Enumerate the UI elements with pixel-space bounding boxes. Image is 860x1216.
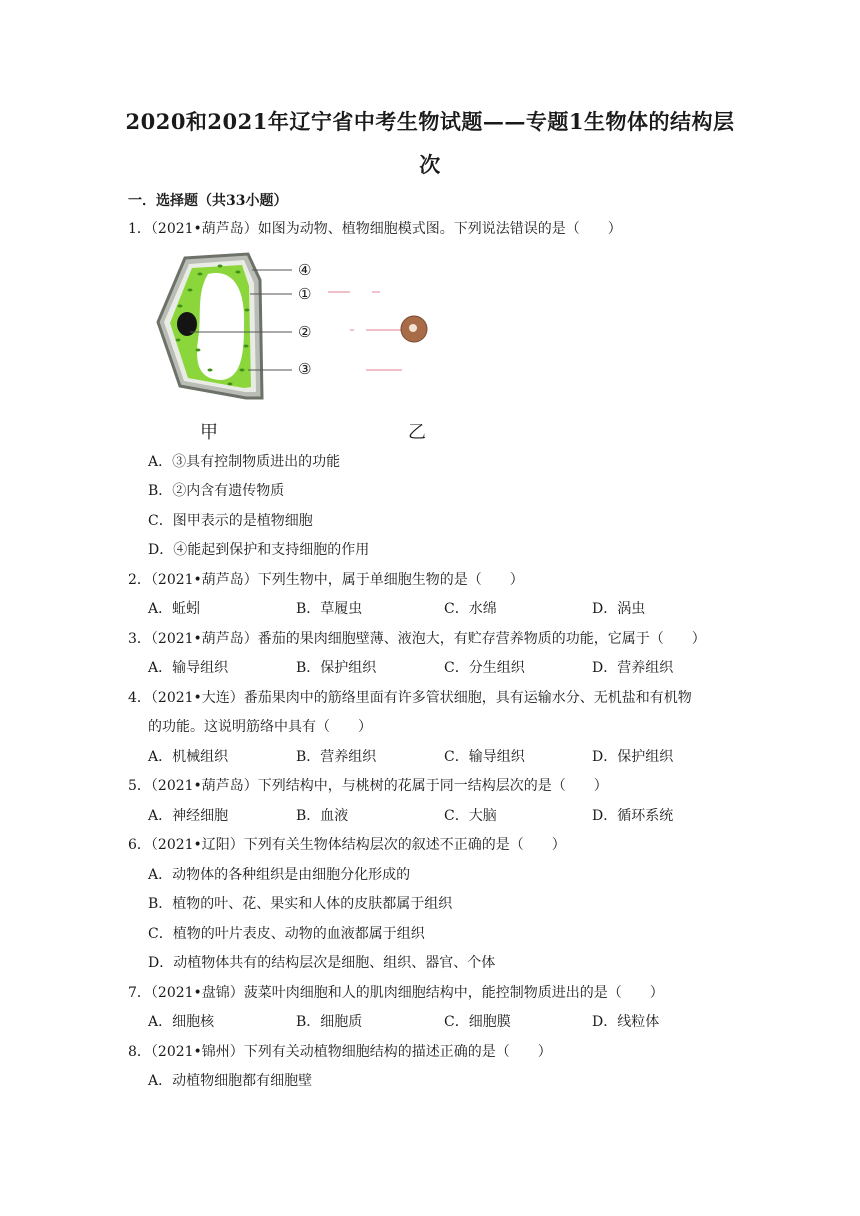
q4-option-b: B．营养组织 <box>296 749 377 765</box>
label-2: ② <box>298 323 312 341</box>
question-1-stem: 1．（2021•葫芦岛）如图为动物、植物细胞模式图。下列说法错误的是（ ） <box>128 221 622 237</box>
animal-cell <box>328 292 427 370</box>
q8-option-a: A．动植物细胞都有细胞壁 <box>148 1073 313 1089</box>
q1-option-c: C．图甲表示的是植物细胞 <box>148 513 313 529</box>
caption-left: 甲 <box>200 422 218 443</box>
q6-option-d: D．动植物体共有的结构层次是细胞、组织、器官、个体 <box>148 955 496 971</box>
q2-option-d: D．涡虫 <box>592 601 646 617</box>
document-title-line2: 次 <box>419 152 441 177</box>
question-5-stem: 5．（2021•葫芦岛）下列结构中，与桃树的花属于同一结构层次的是（ ） <box>128 778 608 794</box>
q2-option-a: A．蚯蚓 <box>148 601 201 617</box>
cell-diagram-figure <box>150 250 450 445</box>
q3-option-b: B．保护组织 <box>296 660 377 676</box>
label-1: ① <box>298 285 312 303</box>
q1-option-b: B．②内含有遗传物质 <box>148 483 285 499</box>
plant-cell <box>158 254 292 398</box>
q4-option-c: C．输导组织 <box>444 749 525 765</box>
question-4-stem-line1: 4．（2021•大连）番茄果肉中的筋络里面有许多管状细胞，具有运输水分、无机盐和有机物 <box>128 690 692 706</box>
q1-option-a: A．③具有控制物质进出的功能 <box>148 454 341 470</box>
q5-option-b: B．血液 <box>296 808 349 824</box>
q1-option-d: D．④能起到保护和支持细胞的作用 <box>148 542 370 558</box>
vacuole <box>197 273 244 380</box>
q5-option-c: C．大脑 <box>444 808 497 824</box>
q3-option-a: A．输导组织 <box>148 660 229 676</box>
question-2-stem: 2．（2021•葫芦岛）下列生物中，属于单细胞生物的是（ ） <box>128 572 524 588</box>
question-3-stem: 3．（2021•葫芦岛）番茄的果肉细胞壁薄、液泡大，有贮存营养物质的功能，它属于（ ） <box>128 631 706 647</box>
q6-option-b: B．植物的叶、花、果实和人体的皮肤都属于组织 <box>148 896 453 912</box>
q6-option-a: A．动物体的各种组织是由细胞分化形成的 <box>148 867 411 883</box>
question-8-stem: 8．（2021•锦州）下列有关动植物细胞结构的描述正确的是（ ） <box>128 1044 552 1060</box>
q4-option-d: D．保护组织 <box>592 749 674 765</box>
animal-leader-lines <box>328 292 402 370</box>
question-7-stem: 7．（2021•盘锦）菠菜叶肉细胞和人的肌肉细胞结构中，能控制物质进出的是（ ） <box>128 985 664 1001</box>
q2-option-b: B．草履虫 <box>296 601 363 617</box>
caption-right: 乙 <box>408 422 426 443</box>
animal-cell-nucleus-highlight <box>409 324 417 332</box>
q6-option-c: C．植物的叶片表皮、动物的血液都属于组织 <box>148 926 425 942</box>
q4-option-a: A．机械组织 <box>148 749 229 765</box>
q3-option-c: C．分生组织 <box>444 660 525 676</box>
question-4-stem-line2: 的功能。这说明筋络中具有（ ） <box>148 719 372 735</box>
q7-option-d: D．线粒体 <box>592 1014 660 1030</box>
q5-option-a: A．神经细胞 <box>148 808 229 824</box>
cell-diagram <box>150 250 450 445</box>
section-heading: 一．选择题（共33小题） <box>128 193 288 209</box>
q3-option-d: D．营养组织 <box>592 660 674 676</box>
document-title-line1: 2020和2021年辽宁省中考生物试题——专题1生物体的结构层 <box>125 109 735 134</box>
q7-option-b: B．细胞质 <box>296 1014 363 1030</box>
label-3: ③ <box>298 360 312 378</box>
question-6-stem: 6．（2021•辽阳）下列有关生物体结构层次的叙述不正确的是（ ） <box>128 837 566 853</box>
q2-option-c: C．水绵 <box>444 601 497 617</box>
q5-option-d: D．循环系统 <box>592 808 674 824</box>
q7-option-c: C．细胞膜 <box>444 1014 511 1030</box>
q7-option-a: A．细胞核 <box>148 1014 215 1030</box>
label-4: ④ <box>298 261 312 279</box>
